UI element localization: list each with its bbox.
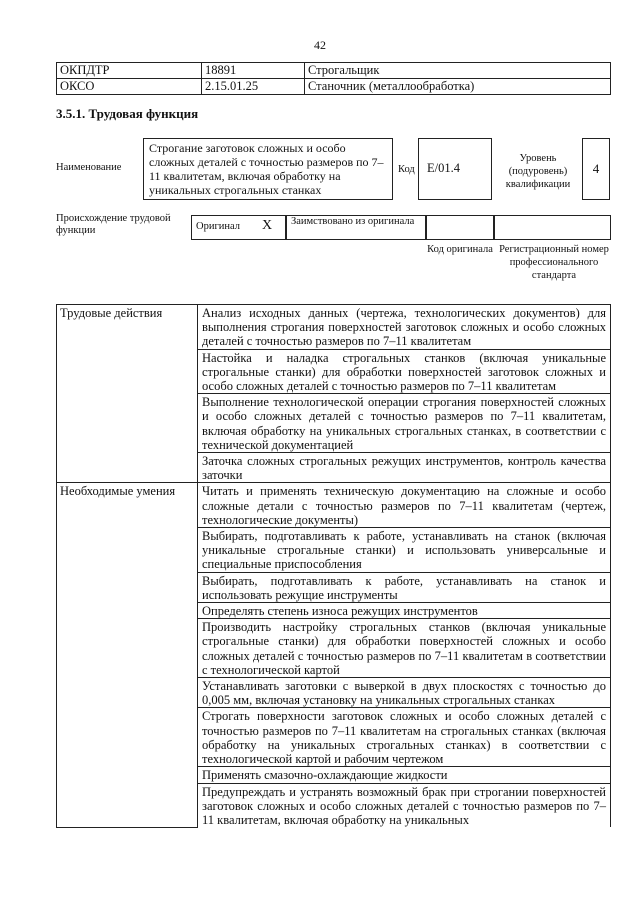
item-cell: Предупреждать и устранять возможный брак при строгании поверхностей заготовок сложных и особо сложных деталей с точностью размеров по 7–11 квалитетам, включая обработку на уникальных: [198, 783, 611, 827]
item-cell: Анализ исходных данных (чертежа, технологических документов) для выполнения строгания поверхностей заготовок сложных и особо сложных деталей с точностью размеров по 7–11 квалитетам: [198, 305, 611, 350]
item-cell: Определять степень износа режущих инструментов: [198, 603, 611, 619]
original-box: [191, 215, 286, 240]
item-cell: Строгать поверхности заготовок сложных и особо сложных деталей с точностью размеров по 7–11 квалитетам на строгальных станках (включая обработку на уникальных строгальных станках) в соответствии с технологической картой и рабочим чертежом: [198, 708, 611, 767]
classifier-value: 2.15.01.25: [202, 79, 305, 95]
classifier-code: ОКПДТР: [57, 63, 202, 79]
item-cell: Выполнение технологической операции строгания поверхностей сложных и особо сложных деталей с точностью размеров по 7–11 квалитетам, включая обработку на уникальных строгальных станках, в соответствии с технической документацией: [198, 394, 611, 453]
category-cell: Трудовые действия: [57, 305, 198, 483]
item-cell: Применять смазочно-охлаждающие жидкости: [198, 767, 611, 783]
item-cell: Производить настройку строгальных станков (включая уникальные строгальные станки) для обработки поверхностей сложных и особо сложных деталей с точностью размеров по 7–11 квалитетам в соответствии с технологической картой: [198, 619, 611, 678]
classifier-name: Строгальщик: [305, 63, 611, 79]
original-code-box: [426, 215, 494, 240]
original-code-caption: Код оригинала: [427, 244, 493, 255]
level-label: Уровень (подуровень) квалификации: [505, 153, 571, 190]
original-label: Оригинал: [196, 221, 240, 232]
item-cell: Выбирать, подготавливать к работе, устанавливать на станок (включая уникальные строгальные станки) и использовать универсальные и специальные приспособления: [198, 528, 611, 573]
item-cell: Устанавливать заготовки с выверкой в двух плоскостях с точностью до 0,005 мм, включая установку на уникальных строгальных станках: [198, 678, 611, 708]
function-code-box: E/01.4: [418, 138, 492, 200]
page-number: 42: [314, 38, 326, 52]
classifier-value: 18891: [202, 63, 305, 79]
item-cell: Читать и применять техническую документацию на сложные и особо сложные детали с точностью размеров по 7–11 квалитетам (чертеж, технологические документы): [198, 483, 611, 528]
level-value-box: 4: [582, 138, 610, 200]
code-label: Код: [398, 164, 415, 175]
borrowed-box: Заимствовано из оригинала: [286, 215, 426, 240]
item-cell: Заточка сложных строгальных режущих инструментов, контроль качества заточки: [198, 453, 611, 483]
category-cell: Необходимые умения: [57, 483, 198, 827]
origin-label: Происхождение трудовой функции: [56, 213, 171, 236]
name-label: Наименование: [56, 162, 122, 173]
original-mark: X: [262, 218, 273, 233]
codes-row: [57, 63, 611, 79]
table-row: [57, 483, 611, 528]
item-cell: Выбирать, подготавливать к работе, устанавливать на станок и использовать режущие инструменты: [198, 572, 611, 602]
function-content-table: [56, 304, 611, 828]
codes-row: [57, 79, 611, 95]
table-row: [57, 305, 611, 350]
classifier-code: ОКСО: [57, 79, 202, 95]
registration-number-caption: Регистрационный номер профессионального стандарта: [499, 244, 609, 281]
function-name-box: Строгание заготовок сложных и особо сложных деталей с точностью размеров по 7–11 квалитетам, включая обработку на уникальных строгальных станках: [143, 138, 393, 200]
item-cell: Настойка и наладка строгальных станков (включая уникальные строгальные станки) для обработки поверхностей заготовок сложных и особо сложных деталей с точностью размеров по 7–11 квалитетам: [198, 349, 611, 394]
classifier-codes-table: [56, 62, 611, 95]
section-title: 3.5.1. Трудовая функция: [56, 106, 199, 121]
classifier-name: Станочник (металлообработка): [305, 79, 611, 95]
registration-number-box: [494, 215, 611, 240]
